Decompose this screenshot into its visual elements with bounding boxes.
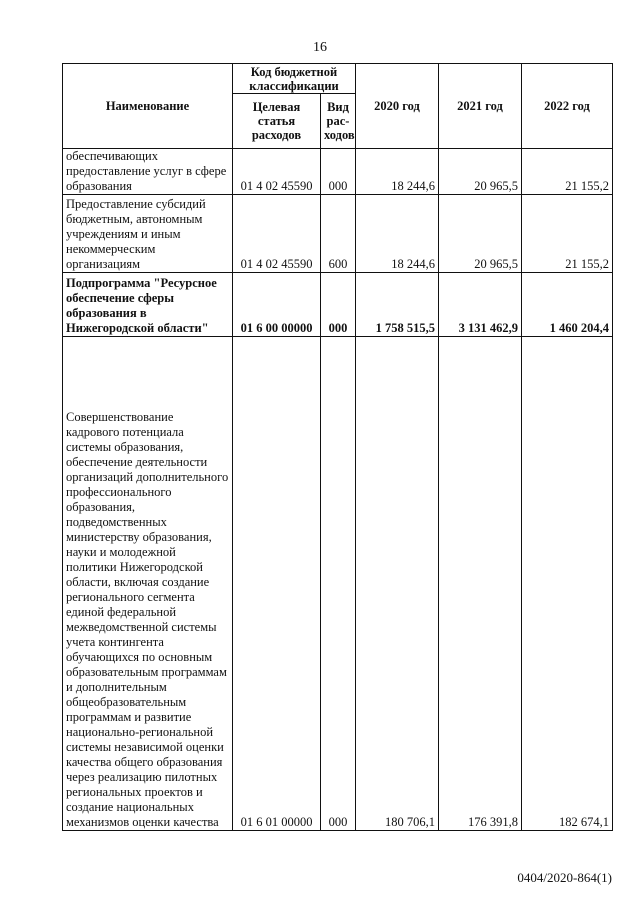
row-value-2022: 182 674,1 [522, 337, 613, 831]
row-value-2020: 18 244,6 [356, 149, 439, 195]
row-expense-kind: 600 [321, 195, 356, 273]
row-target-code: 01 4 02 45590 [233, 195, 321, 273]
header-name: Наименование [63, 64, 233, 149]
row-expense-kind: 000 [321, 337, 356, 831]
row-value-2021: 20 965,5 [439, 195, 522, 273]
header-year-2021: 2021 год [439, 64, 522, 149]
row-value-2022: 21 155,2 [522, 149, 613, 195]
header-budget-classification: Код бюджетной классификации [233, 64, 356, 94]
row-value-2020: 1 758 515,5 [356, 273, 439, 337]
row-name: Подпрограмма "Ресурсное обеспечение сферы образования в Нижегородской области" [63, 273, 233, 337]
table-row [63, 273, 613, 337]
row-value-2021: 20 965,5 [439, 149, 522, 195]
budget-table [62, 63, 613, 831]
table-row [63, 337, 613, 831]
table-row [63, 195, 613, 273]
row-expense-kind: 000 [321, 149, 356, 195]
header-year-2020: 2020 год [356, 64, 439, 149]
row-target-code: 01 6 00 00000 [233, 273, 321, 337]
row-expense-kind: 000 [321, 273, 356, 337]
row-name: Совершенствование кадрового потенциала системы образования, обеспечение деятельности организаций дополнительного профессионального образования, подведомственных министерству образования, науки и молодежной политики Нижегородской области, включая создание регионального сегмента единой федеральной межведомственной системы учета контингента обучающихся по основным образовательным программам и дополнительным общеобразовательным программам и развитие национально-региональной системы независимой оценки качества общего образования через реализацию пилотных региональных проектов и создание национальных механизмов оценки качества [63, 337, 233, 831]
document-id: 0404/2020-864(1) [517, 870, 612, 885]
row-value-2022: 1 460 204,4 [522, 273, 613, 337]
row-value-2021: 176 391,8 [439, 337, 522, 831]
header-year-2022: 2022 год [522, 64, 613, 149]
row-value-2021: 3 131 462,9 [439, 273, 522, 337]
row-value-2022: 21 155,2 [522, 195, 613, 273]
row-name: Предоставление субсидий бюджетным, автономным учреждениям и иным некоммерческим организациям [63, 195, 233, 273]
row-target-code: 01 6 01 00000 [233, 337, 321, 831]
row-name: обеспечивающих предоставление услуг в сфере образования [63, 149, 233, 195]
page-number: 16 [313, 40, 327, 55]
row-target-code: 01 4 02 45590 [233, 149, 321, 195]
header-expense-kind: Вид рас-ходов [321, 94, 356, 149]
row-value-2020: 180 706,1 [356, 337, 439, 831]
header-target-article: Целевая статья расходов [233, 94, 321, 149]
table-row [63, 149, 613, 195]
row-value-2020: 18 244,6 [356, 195, 439, 273]
